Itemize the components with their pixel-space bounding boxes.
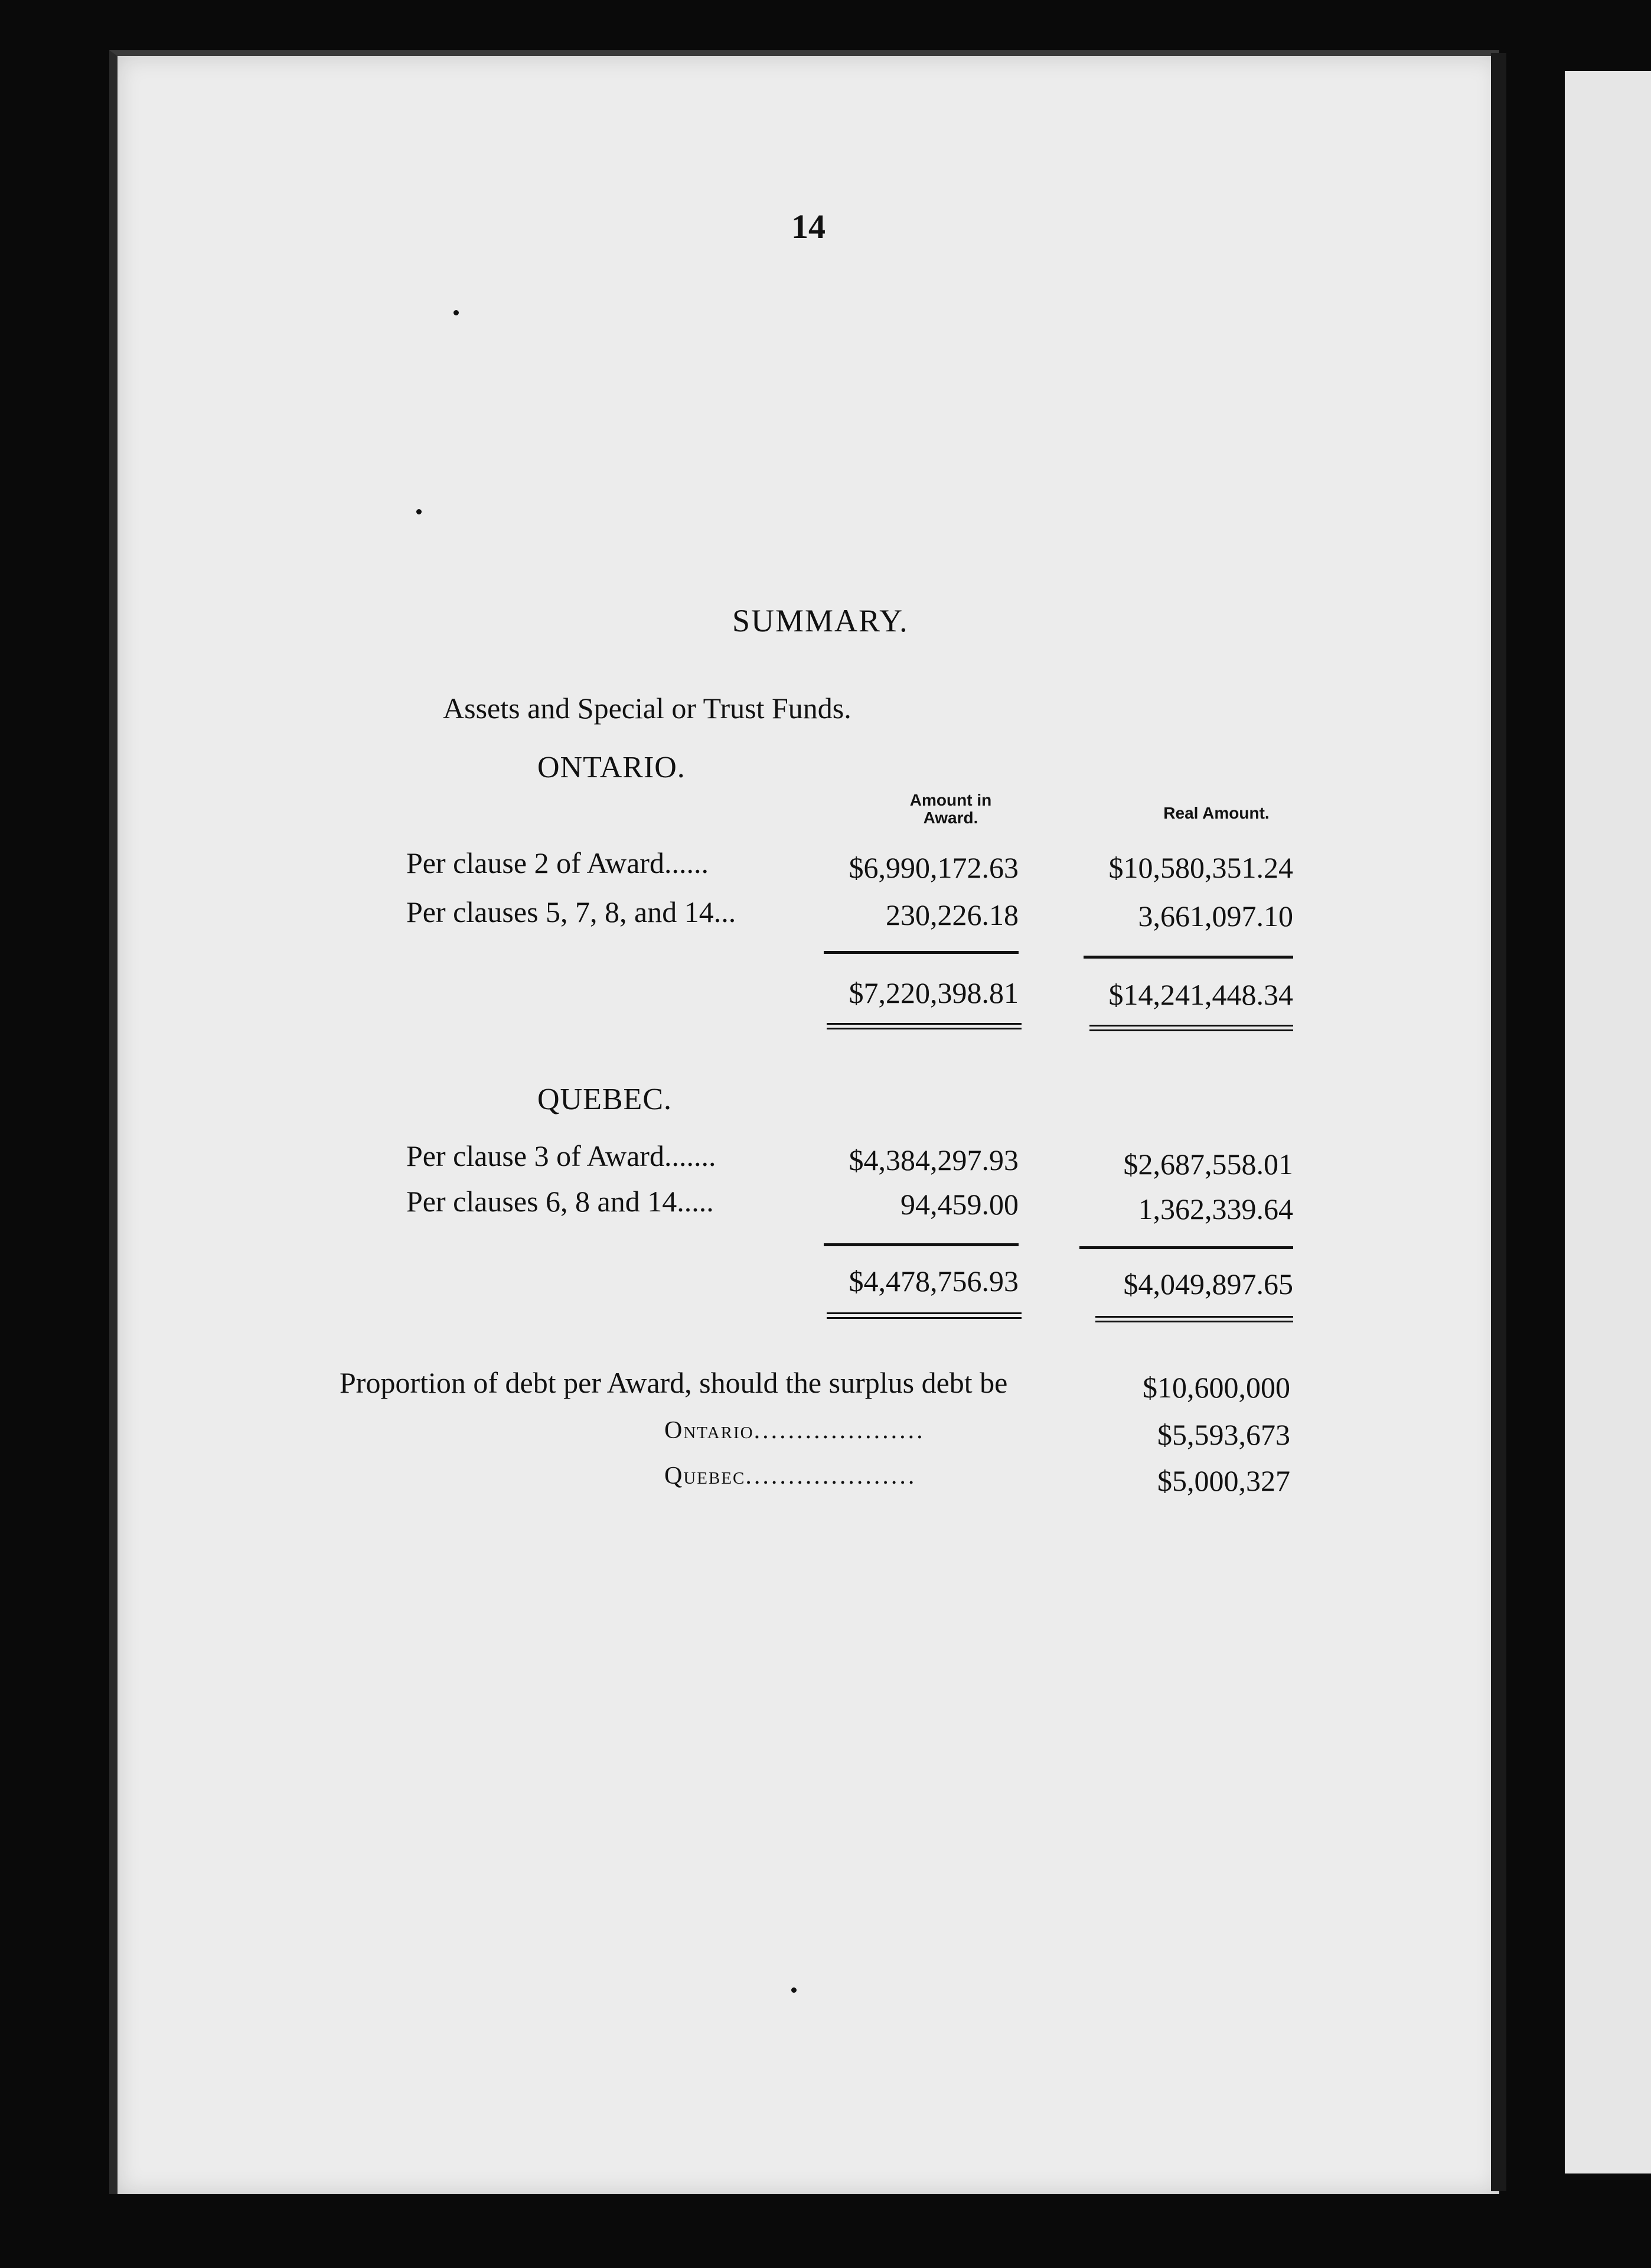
quebec-proportion-label: Quebec.................... <box>664 1462 917 1490</box>
quebec-row-award: $4,384,297.93 <box>849 1143 1019 1177</box>
total-double-rule <box>1089 1025 1293 1031</box>
total-double-rule <box>827 1312 1022 1319</box>
subtotal-rule <box>1084 956 1293 959</box>
total-double-rule <box>827 1023 1022 1029</box>
subtotal-rule <box>824 951 1019 954</box>
page-number: 14 <box>791 207 826 246</box>
quebec-row-real: 1,362,339.64 <box>1138 1192 1293 1226</box>
proportion-label: Proportion of debt per Award, should the surplus debt be <box>340 1366 1008 1399</box>
proportion-total: $10,600,000 <box>1143 1371 1290 1404</box>
quebec-row-real: $2,687,558.01 <box>1123 1148 1293 1181</box>
ontario-row-award: $6,990,172.63 <box>849 851 1019 884</box>
subtotal-rule <box>1079 1246 1293 1249</box>
section-subtitle: Assets and Special or Trust Funds. <box>443 692 851 725</box>
scan-speck <box>416 509 422 514</box>
ontario-heading: ONTARIO. <box>537 751 686 784</box>
adjacent-page <box>1565 71 1651 2174</box>
ontario-total-real: $14,241,448.34 <box>1108 978 1293 1011</box>
quebec-total-real: $4,049,897.65 <box>1123 1267 1293 1301</box>
ontario-row-label: Per clause 2 of Award...... <box>406 846 709 879</box>
ontario-row-real: $10,580,351.24 <box>1108 851 1293 884</box>
scanned-page <box>109 50 1499 2194</box>
ontario-total-award: $7,220,398.81 <box>849 976 1019 1009</box>
page-edge-shadow <box>1491 53 1506 2191</box>
quebec-total-award: $4,478,756.93 <box>849 1265 1019 1298</box>
quebec-row-label: Per clause 3 of Award....... <box>406 1139 716 1172</box>
quebec-row-award: 94,459.00 <box>900 1188 1019 1221</box>
quebec-proportion-amount: $5,000,327 <box>1157 1464 1290 1497</box>
quebec-heading: QUEBEC. <box>537 1083 672 1116</box>
scan-speck <box>791 1987 797 1993</box>
total-double-rule <box>1095 1316 1293 1322</box>
column-header-real: Real Amount. <box>1163 804 1270 822</box>
subtotal-rule <box>824 1243 1019 1246</box>
ontario-row-award: 230,226.18 <box>886 898 1019 931</box>
scan-speck <box>453 310 459 315</box>
quebec-row-label: Per clauses 6, 8 and 14..... <box>406 1185 714 1218</box>
ontario-proportion-amount: $5,593,673 <box>1157 1418 1290 1451</box>
summary-title: SUMMARY. <box>732 603 909 638</box>
ontario-proportion-label: Ontario.................... <box>664 1417 925 1444</box>
column-header-award: Amount in Award. <box>909 791 992 827</box>
ontario-row-real: 3,661,097.10 <box>1138 900 1293 933</box>
ontario-row-label: Per clauses 5, 7, 8, and 14... <box>406 895 736 928</box>
